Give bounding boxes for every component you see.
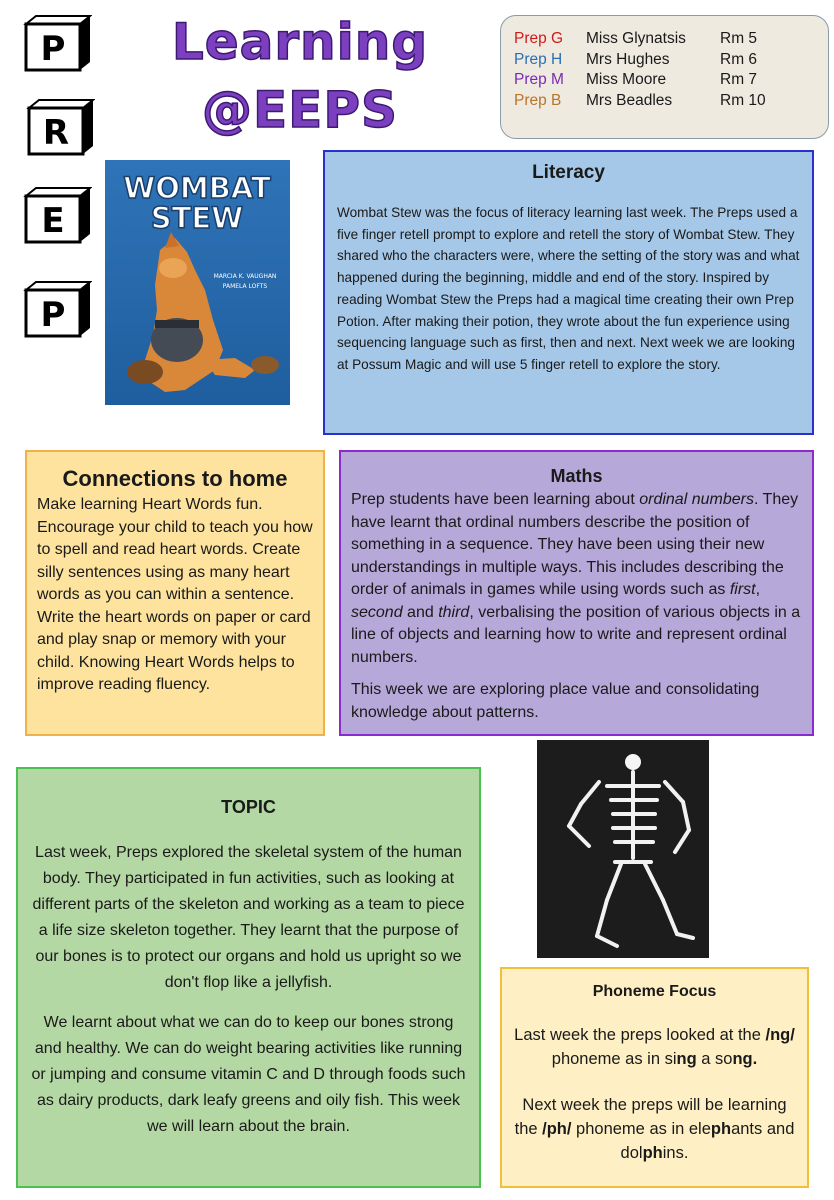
maths-text: , verbalising the position of various objects in a line of objects and learning how to write and represent ordinal numbers. <box>351 603 801 666</box>
literacy-section <box>323 150 814 435</box>
connections-heading: Connections to home <box>62 466 288 491</box>
maths-word-third: third <box>438 603 470 621</box>
phoneme-highlight: ph <box>642 1144 663 1162</box>
phoneme-sound: /ph/ <box>542 1120 572 1138</box>
class-name: Prep G <box>514 30 564 47</box>
maths-emphasis: ordinal numbers <box>639 491 754 508</box>
phoneme-text: phoneme as in si <box>551 1050 677 1068</box>
class-room: Rm 7 <box>720 71 758 88</box>
topic-paragraph-1: Last week, Preps explored the skeletal system of the human body. They participated in fun activities, such as looking at different parts of the skeleton and working as a team to piece a life size skeleton together. They learnt that the purpose of our bones is to protect our organs and hold us upright so we don't flop like a jellyfish. <box>32 844 465 991</box>
block-letter: E <box>41 201 65 241</box>
maths-text: , <box>755 581 761 598</box>
phoneme-sound: /ng/ <box>765 1026 795 1044</box>
class-row <box>514 51 828 72</box>
topic-section <box>16 767 481 1188</box>
phoneme-text: ins. <box>662 1144 689 1162</box>
phoneme-text: a so <box>696 1050 733 1068</box>
class-name: Prep M <box>514 71 564 88</box>
phoneme-heading: Phoneme Focus <box>592 983 717 1000</box>
class-teacher: Mrs Hughes <box>586 50 670 68</box>
maths-section <box>339 450 814 736</box>
phoneme-text: Next week the preps will be learning the <box>514 1096 787 1138</box>
book-title-line-2: STEW <box>150 201 244 235</box>
class-teacher: Miss Glynatsis <box>586 30 686 47</box>
maths-paragraph-2: This week we are exploring place value and consolidating knowledge about patterns. <box>351 681 760 721</box>
connections-section <box>25 450 325 736</box>
maths-word-second: second <box>351 603 403 621</box>
maths-text: . They have learnt that ordinal numbers describe the position of something in a sequence. They have been using their new understandings in multiple ways. This includes describing the order of animals in games while using words such as <box>351 491 799 598</box>
class-room: Rm 5 <box>720 30 758 47</box>
phoneme-text: Last week the preps looked at the <box>514 1026 766 1044</box>
literacy-body: Wombat Stew was the focus of literacy learning last week. The Preps used a five finger retell prompt to explore and retell the story of Wombat Stew. They shared who the characters were, where the setting of the story was and what happened during the beginning, middle and end of the story. Inspired by reading Wombat Stew the Preps had a magical time creating their own Prep Potion. After making their potion, they wrote about the fun experience using sequencing language such as first, then and next. Next week we are looking at Possum Magic and will use 5 finger retell to explore the story. <box>337 205 800 372</box>
class-row <box>514 71 828 92</box>
connections-body: Make learning Heart Words fun. Encourage your child to teach you how to spell and read heart words. Create silly sentences using as many heart words as you can within a sentence. Write the heart words on paper or card and play snap or memory with your child. Knowing Heart Words helps to improve reading fluency. <box>37 496 313 693</box>
skeleton-craft-image <box>537 740 709 958</box>
maths-text: and <box>402 603 439 621</box>
class-room: Rm 10 <box>720 91 766 109</box>
title-line-2: @EEPS <box>202 81 398 139</box>
phoneme-highlight: ng. <box>732 1050 758 1068</box>
phoneme-text: ants and dol <box>620 1120 795 1162</box>
phoneme-highlight: ng <box>676 1050 697 1068</box>
class-row <box>514 30 828 51</box>
phoneme-highlight: ph <box>710 1120 732 1138</box>
class-room: Rm 6 <box>720 50 758 68</box>
phoneme-text: phoneme as in ele <box>571 1120 711 1138</box>
class-name: Prep H <box>514 50 563 68</box>
maths-word-first: first <box>729 581 756 598</box>
topic-heading: TOPIC <box>221 797 276 817</box>
letter-block-r <box>25 98 89 152</box>
class-teacher: Miss Moore <box>586 71 667 88</box>
class-row <box>514 92 828 113</box>
maths-heading: Maths <box>550 466 603 486</box>
phoneme-section <box>500 967 809 1188</box>
phoneme-paragraph-1 <box>514 1023 795 1071</box>
book-author-1: MARCIA K. VAUGHAN <box>213 273 277 280</box>
block-letter: P <box>40 29 66 69</box>
title-line-1: Learning <box>171 13 429 71</box>
class-name: Prep B <box>514 91 562 109</box>
letter-block-p2 <box>22 280 86 334</box>
block-letter: P <box>40 295 66 335</box>
block-letter: R <box>42 113 70 153</box>
book-author-2: PAMELA LOFTS <box>222 283 268 290</box>
maths-paragraph-1 <box>351 489 802 669</box>
book-cover-image <box>105 160 290 405</box>
book-title-line-1: WOMBAT <box>123 171 271 205</box>
literacy-heading: Literacy <box>532 162 605 183</box>
letter-block-p <box>22 14 86 68</box>
class-teacher: Mrs Beadles <box>586 91 673 109</box>
phoneme-paragraph-2 <box>514 1093 795 1165</box>
letter-block-e <box>22 186 86 240</box>
maths-text: Prep students have been learning about <box>351 491 640 508</box>
topic-paragraph-2: We learnt about what we can do to keep our bones strong and healthy. We can do weight bearing activities like running or jumping and consume vitamin C and D through foods such as dairy products, dark leafy greens and oily fish. This week we will learn about the brain. <box>31 1014 466 1135</box>
class-list <box>500 15 829 139</box>
